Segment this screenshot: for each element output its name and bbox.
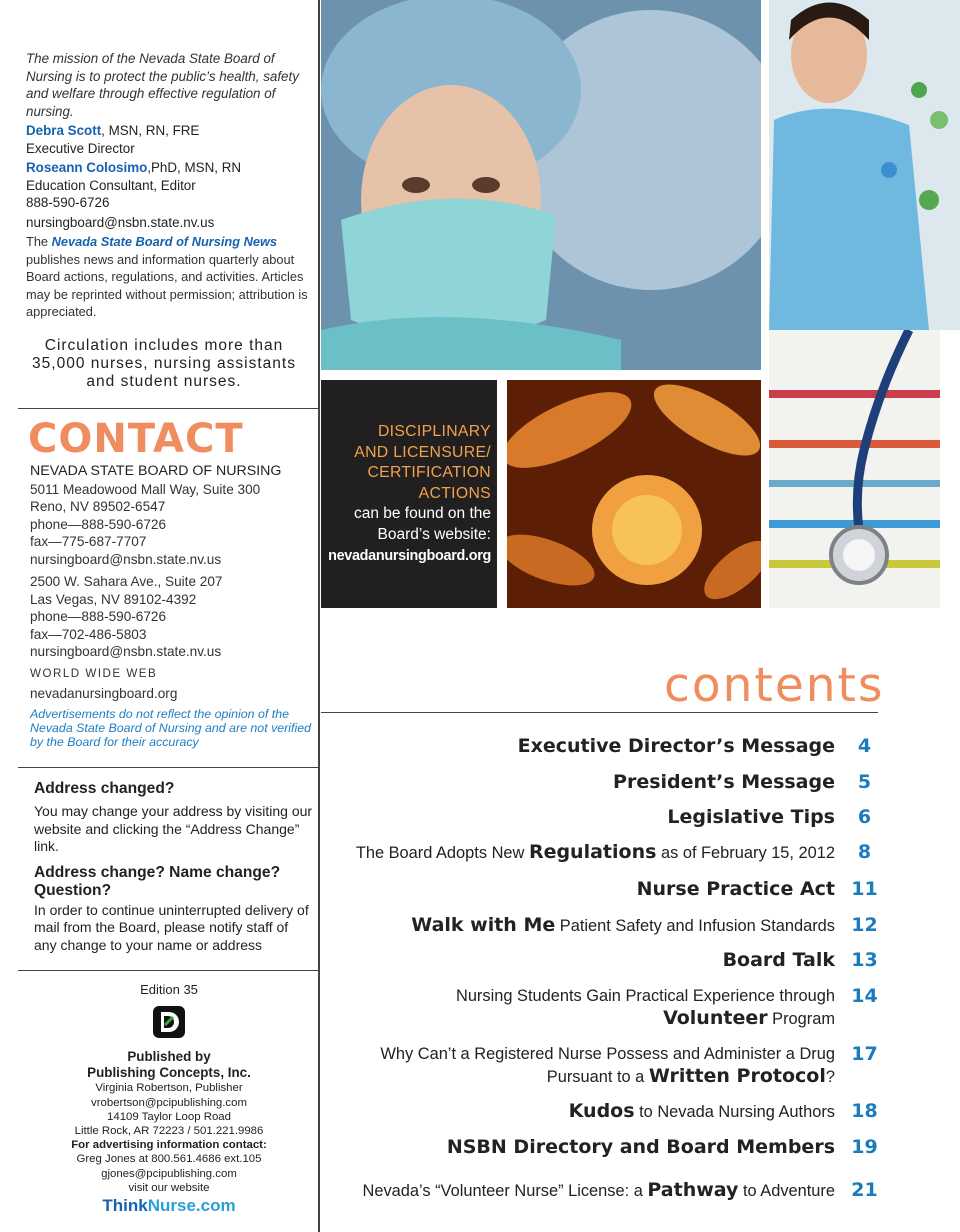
director-creds: , MSN, RN, FRE [101, 123, 200, 138]
toc-page: 14 [851, 985, 878, 1007]
publisher-email[interactable]: gjones@pcipublishing.com [101, 1167, 237, 1180]
disc-line: DISCIPLINARY [377, 423, 491, 440]
contact-org: NEVADA STATE BOARD OF NURSING [30, 463, 282, 479]
toc-page: 21 [851, 1179, 878, 1201]
toc-page: 19 [851, 1136, 878, 1158]
divider [18, 408, 318, 409]
toc-item[interactable]: Why Can’t a Registered Nurse Possess and Administer a Drug Pursuant to a Written Protocol? 17 [330, 1043, 890, 1088]
editor-name: Roseann Colosimo [26, 160, 148, 175]
news-prefix: The [26, 234, 52, 249]
mission-statement: The mission of the Nevada State Board of Nursing is to protect the public’s health, safety and welfare through effective regulation of nursing. [26, 51, 299, 119]
toc-page: 12 [851, 914, 878, 936]
contents-divider [321, 712, 878, 713]
toc-page: 17 [851, 1043, 878, 1065]
contents-heading: contents [664, 658, 885, 713]
disc-line: ACTIONS [418, 484, 491, 502]
nurse-text: Nurse.com [147, 1196, 236, 1216]
toc-item[interactable]: Walk with Me Patient Safety and Infusion Standards 12 [330, 914, 890, 937]
toc-page: 13 [851, 949, 878, 971]
disc-website-link[interactable]: nevadanursingboard.org [328, 547, 491, 564]
contact-heading: CONTACT [28, 416, 244, 462]
publisher-logo-icon [152, 1005, 186, 1039]
news-body: publishes news and information quarterly about Board actions, regulations, and activities. Articles may be reprinted without permission; attribution is appreciated. [26, 251, 308, 319]
left-column [0, 0, 320, 1232]
director-name: Debra Scott [26, 123, 102, 138]
advertising-note: Advertisements do not reflect the opinion of the Nevada State Board of Nursing and are not verified by the Board for their accuracy [30, 707, 312, 750]
think-text: Think [102, 1196, 148, 1216]
toc-item[interactable]: Kudos to Nevada Nursing Authors 18 [330, 1100, 890, 1123]
lv-line: 2500 W. Sahara Ave., Suite 207 [30, 574, 223, 589]
address-q1: Address changed? [34, 780, 175, 797]
surgical-nurse-photo [321, 0, 761, 370]
masthead [26, 50, 310, 323]
toc-page: 6 [857, 806, 872, 828]
edition: Edition 35 [140, 982, 198, 997]
address-a1: You may change your address by visiting our website and clicking the “Address Change” link. [34, 803, 313, 854]
thinknurse-link[interactable] [20, 1196, 318, 1216]
lv-line: phone—888-590-6726 [30, 609, 167, 624]
toc-page: 8 [857, 841, 872, 863]
lv-line: Las Vegas, NV 89102-4392 [30, 591, 197, 607]
editor-creds: ,PhD, MSN, RN [147, 160, 242, 175]
editor-phone: 888-590-6726 [26, 195, 110, 210]
disc-line: can be found on the [353, 505, 491, 523]
smiling-nurse-photo [769, 0, 960, 330]
news-name: Nevada State Board of Nursing News [51, 234, 278, 249]
toc-page: 4 [857, 735, 872, 757]
publisher-line: Virginia Robertson, Publisher [95, 1082, 243, 1095]
reno-line: phone—888-590-6726 [30, 516, 167, 532]
editor-title: Education Consultant, Editor [26, 177, 196, 193]
director-title: Executive Director [26, 140, 135, 156]
toc-item[interactable]: NSBN Directory and Board Members 19 [330, 1136, 890, 1159]
publisher-line: visit our website [128, 1181, 210, 1194]
www-label: WORLD WIDE WEB [30, 666, 158, 680]
reno-line: 5011 Meadowood Mall Way, Suite 300 [30, 481, 261, 497]
divider [18, 970, 318, 971]
contact-block [30, 463, 315, 703]
publisher-line: Little Rock, AR 72223 / 501.221.9986 [74, 1125, 264, 1138]
toc-page: 11 [851, 878, 878, 900]
divider [18, 767, 318, 768]
disciplinary-notice [321, 380, 497, 608]
bacteria-photo [507, 380, 761, 608]
toc-item[interactable]: Legislative Tips 6 [330, 806, 890, 829]
disc-line: AND LICENSURE/ [354, 443, 491, 461]
toc-page: 5 [857, 771, 872, 793]
publisher-company: Publishing Concepts, Inc. [87, 1065, 251, 1081]
toc-item[interactable]: Board Talk 13 [330, 949, 890, 972]
toc-item[interactable]: Nurse Practice Act 11 [330, 878, 890, 901]
publisher-email[interactable]: vrobertson@pcipublishing.com [91, 1096, 247, 1109]
website-link[interactable]: nevadanursingboard.org [30, 686, 178, 701]
publisher-line: Greg Jones at 800.561.4686 ext.105 [76, 1153, 262, 1166]
toc-page: 18 [851, 1100, 878, 1122]
published-by: Published by [127, 1049, 211, 1065]
lv-email[interactable]: nursingboard@nsbn.state.nv.us [30, 644, 222, 659]
editor-email: nursingboard@nsbn.state.nv.us [26, 214, 215, 230]
publisher-block [20, 982, 318, 1216]
lv-line: fax—702-486-5803 [30, 626, 147, 642]
circulation-note: Circulation includes more than 35,000 nurses, nursing assistants and student nurses. [32, 337, 296, 390]
reno-email[interactable]: nursingboard@nsbn.state.nv.us [30, 551, 222, 567]
address-change-block [34, 780, 314, 962]
disc-line: CERTIFICATION [367, 464, 491, 482]
toc-item[interactable]: The Board Adopts New Regulations as of February 15, 2012 8 [330, 841, 890, 864]
toc-item[interactable]: Executive Director’s Message 4 [330, 735, 890, 758]
disc-line: Board’s website: [377, 525, 491, 543]
address-a2: In order to continue uninterrupted delivery of mail from the Board, please notify staff of any change to your name or address [34, 901, 309, 953]
toc-item[interactable]: Nursing Students Gain Practical Experience through Volunteer Program 14 [330, 985, 890, 1030]
stethoscope-photo [769, 330, 940, 608]
reno-line: Reno, NV 89502-6547 [30, 499, 166, 514]
publisher-line: 14109 Taylor Loop Road [107, 1110, 231, 1123]
reno-line: fax—775-687-7707 [30, 534, 147, 549]
toc-item[interactable]: President’s Message 5 [330, 771, 890, 794]
address-q2: Address change? Name change? Question? [34, 863, 281, 899]
advertising-contact-label: For advertising information contact: [71, 1139, 267, 1152]
toc-item[interactable]: Nevada’s “Volunteer Nurse” License: a Pathway to Adventure 21 [330, 1179, 890, 1202]
